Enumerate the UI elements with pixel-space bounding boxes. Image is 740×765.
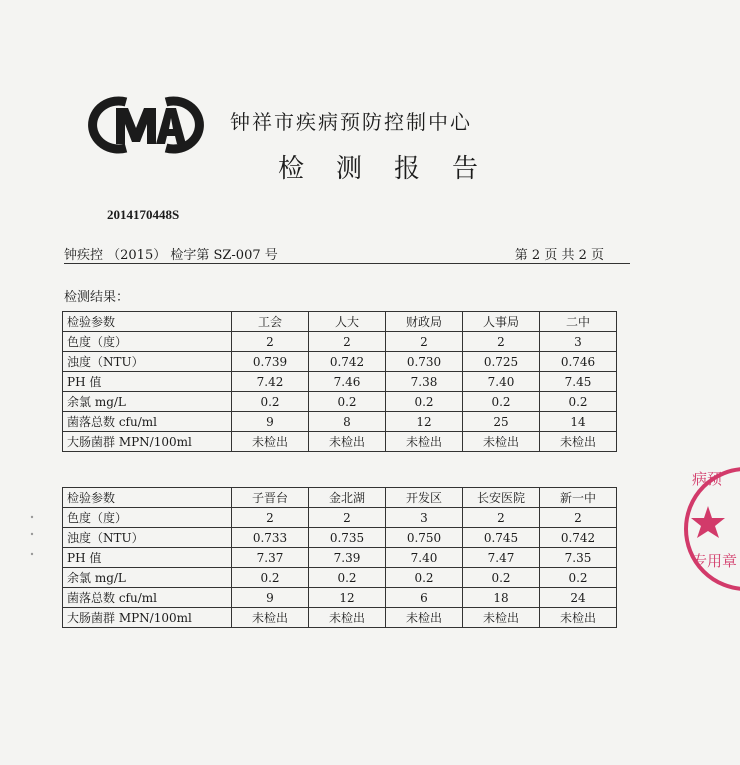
table-cell: 7.42 (232, 372, 309, 392)
punch-marks (30, 514, 34, 564)
table-cell: 9 (232, 412, 309, 432)
table-cell: 未检出 (540, 432, 617, 452)
table-cell: 12 (386, 412, 463, 432)
table-cell: 6 (386, 588, 463, 608)
table-cell: 菌落总数 cfu/ml (63, 588, 232, 608)
table-cell: 未检出 (232, 432, 309, 452)
table-cell: 8 (309, 412, 386, 432)
table-cell: 0.725 (463, 352, 540, 372)
table-cell: 0.2 (463, 568, 540, 588)
table-cell: 7.40 (463, 372, 540, 392)
table-cell: 0.742 (309, 352, 386, 372)
table-cell: 2 (386, 332, 463, 352)
table-header-row (63, 488, 617, 508)
table-cell: 大肠菌群 MPN/100ml (63, 608, 232, 628)
table-cell: 余氯 mg/L (63, 392, 232, 412)
column-header: 长安医院 (463, 488, 540, 508)
table-cell: 0.2 (232, 392, 309, 412)
table-row (63, 412, 617, 432)
organization-name: 钟祥市疾病预防控制中心 (230, 110, 472, 134)
column-header: 人大 (309, 312, 386, 332)
table-row (63, 332, 617, 352)
serial-number: 2014170448S (107, 207, 180, 222)
table-cell: 7.45 (540, 372, 617, 392)
table-cell: 24 (540, 588, 617, 608)
table-cell: PH 值 (63, 548, 232, 568)
header-divider (64, 263, 630, 264)
table-row (63, 372, 617, 392)
table-row (63, 568, 617, 588)
results-table-2 (62, 487, 617, 628)
table-cell: 0.746 (540, 352, 617, 372)
table-cell: 未检出 (386, 608, 463, 628)
report-title: 检测报告 (278, 154, 511, 184)
table-cell: 7.39 (309, 548, 386, 568)
table-cell: 浊度（NTU） (63, 528, 232, 548)
column-header: 金北湖 (309, 488, 386, 508)
table-cell: 菌落总数 cfu/ml (63, 412, 232, 432)
table-cell: 0.739 (232, 352, 309, 372)
table-cell: 25 (463, 412, 540, 432)
table-cell: 未检出 (232, 608, 309, 628)
table-header-row (63, 312, 617, 332)
table-row (63, 528, 617, 548)
table-cell: 未检出 (540, 608, 617, 628)
table-cell: 0.742 (540, 528, 617, 548)
table-cell: 0.733 (232, 528, 309, 548)
table-cell: 浊度（NTU） (63, 352, 232, 372)
table-cell: 7.37 (232, 548, 309, 568)
cma-logo (86, 96, 206, 154)
table-cell: 7.35 (540, 548, 617, 568)
table-cell: 大肠菌群 MPN/100ml (63, 432, 232, 452)
table-cell: 3 (386, 508, 463, 528)
table-cell: 7.46 (309, 372, 386, 392)
table-cell: 0.750 (386, 528, 463, 548)
table-cell: 18 (463, 588, 540, 608)
table-cell: 未检出 (463, 608, 540, 628)
table-cell: 0.2 (386, 568, 463, 588)
table-cell: 未检出 (309, 432, 386, 452)
table-cell: PH 值 (63, 372, 232, 392)
table-cell: 余氯 mg/L (63, 568, 232, 588)
svg-text:病预: 病预 (692, 470, 723, 488)
table-cell: 0.745 (463, 528, 540, 548)
table-cell: 2 (309, 508, 386, 528)
table-row (63, 608, 617, 628)
official-seal-stamp (666, 454, 740, 604)
table-cell: 7.47 (463, 548, 540, 568)
table-cell: 9 (232, 588, 309, 608)
table-cell: 0.2 (386, 392, 463, 412)
table-cell: 色度（度） (63, 508, 232, 528)
table-cell: 2 (309, 332, 386, 352)
table-row (63, 392, 617, 412)
table-cell: 2 (463, 332, 540, 352)
table-cell: 7.38 (386, 372, 463, 392)
table-cell: 0.730 (386, 352, 463, 372)
table-cell: 7.40 (386, 548, 463, 568)
table-cell: 2 (232, 508, 309, 528)
table-cell: 2 (232, 332, 309, 352)
table-cell: 12 (309, 588, 386, 608)
table-cell: 色度（度） (63, 332, 232, 352)
column-header: 开发区 (386, 488, 463, 508)
table-cell: 2 (540, 508, 617, 528)
table-cell: 0.2 (232, 568, 309, 588)
table-row (63, 588, 617, 608)
table-row (63, 352, 617, 372)
table-cell: 0.2 (463, 392, 540, 412)
table-cell: 0.735 (309, 528, 386, 548)
table-cell: 未检出 (463, 432, 540, 452)
table-cell: 0.2 (309, 568, 386, 588)
column-header: 新一中 (540, 488, 617, 508)
table-row (63, 432, 617, 452)
table-cell: 14 (540, 412, 617, 432)
column-header: 子晋台 (232, 488, 309, 508)
document-number: 钟疾控 （2015） 检字第 SZ-007 号 (64, 248, 278, 263)
table-cell: 未检出 (309, 608, 386, 628)
table-cell: 0.2 (540, 568, 617, 588)
table-cell: 2 (463, 508, 540, 528)
column-header: 财政局 (386, 312, 463, 332)
table-cell: 3 (540, 332, 617, 352)
column-header: 检验参数 (63, 312, 232, 332)
column-header: 二中 (540, 312, 617, 332)
column-header: 工会 (232, 312, 309, 332)
column-header: 人事局 (463, 312, 540, 332)
results-table-1 (62, 311, 617, 452)
table-cell: 未检出 (386, 432, 463, 452)
table-row (63, 548, 617, 568)
results-label: 检测结果： (64, 290, 130, 305)
page-info: 第 2 页 共 2 页 (514, 248, 604, 263)
table-cell: 0.2 (309, 392, 386, 412)
svg-text:专用章: 专用章 (692, 552, 738, 570)
table-cell: 0.2 (540, 392, 617, 412)
column-header: 检验参数 (63, 488, 232, 508)
table-row (63, 508, 617, 528)
